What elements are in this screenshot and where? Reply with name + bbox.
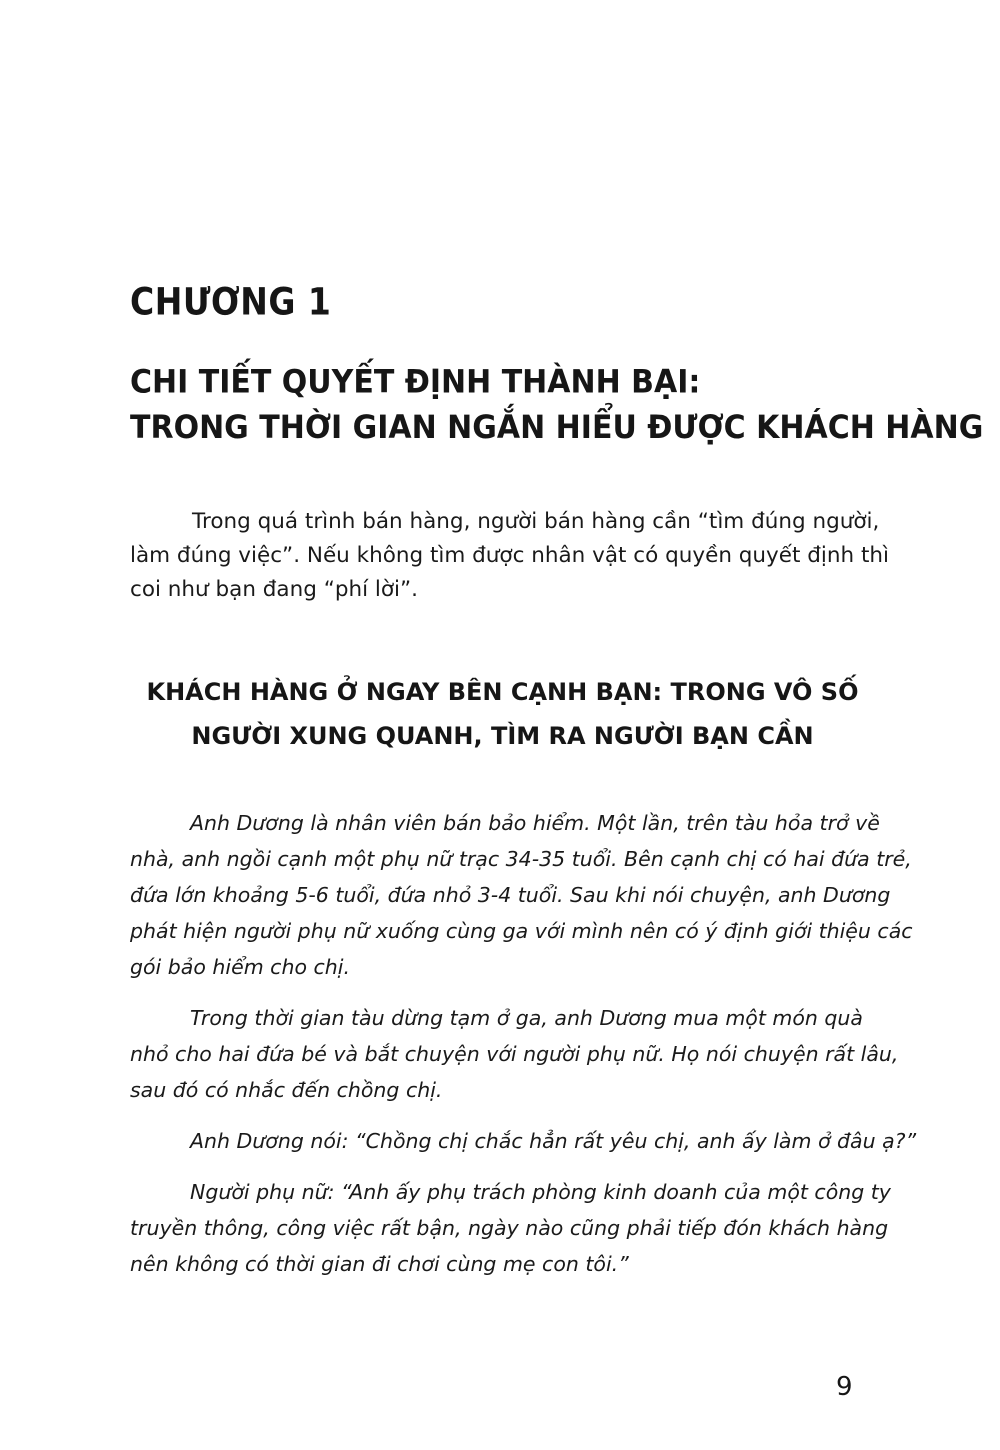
chapter-title-line: TRONG THỜI GIAN NGẮN HIỂU ĐƯỢC KHÁCH HÀNG: [130, 408, 984, 447]
section-heading: [130, 670, 875, 758]
story-paragraph: [130, 805, 913, 985]
story-paragraph: [130, 1174, 891, 1282]
story-paragraph: [130, 1123, 917, 1159]
chapter-title-line: CHI TIẾT QUYẾT ĐỊNH THÀNH BẠI:: [130, 363, 701, 402]
story-line: Anh Dương là nhân viên bán bảo hiểm. Một lần, trên tàu hỏa trở về: [190, 811, 880, 835]
story-line: Người phụ nữ: “Anh ấy phụ trách phòng kinh doanh của một công ty: [190, 1180, 891, 1204]
intro-line: coi như bạn đang “phí lời”.: [130, 577, 419, 602]
story-line: nhỏ cho hai đứa bé và bắt chuyện với người phụ nữ. Họ nói chuyện rất lâu,: [130, 1042, 899, 1066]
story-line: sau đó có nhắc đến chồng chị.: [130, 1078, 443, 1102]
intro-line: làm đúng việc”. Nếu không tìm được nhân vật có quyền quyết định thì: [130, 543, 890, 568]
story-text: [130, 805, 917, 1297]
story-line: Anh Dương nói: “Chồng chị chắc hẳn rất yêu chị, anh ấy làm ở đâu ạ?”: [190, 1129, 917, 1153]
story-line: Trong thời gian tàu dừng tạm ở ga, anh Dương mua một món quà: [190, 1006, 863, 1030]
story-line: truyền thông, công việc rất bận, ngày nào cũng phải tiếp đón khách hàng: [130, 1216, 889, 1240]
story-line: phát hiện người phụ nữ xuống cùng ga với mình nên có ý định giới thiệu các: [130, 919, 913, 943]
story-line: nhà, anh ngồi cạnh một phụ nữ trạc 34-35 tuổi. Bên cạnh chị có hai đứa trẻ,: [130, 847, 912, 871]
intro-line: Trong quá trình bán hàng, người bán hàng cần “tìm đúng người,: [192, 509, 880, 534]
story-line: nên không có thời gian đi chơi cùng mẹ con tôi.”: [130, 1252, 629, 1276]
chapter-intro: [130, 505, 890, 607]
story-line: đứa lớn khoảng 5-6 tuổi, đứa nhỏ 3-4 tuổi. Sau khi nói chuyện, anh Dương: [130, 883, 891, 907]
story-line: gói bảo hiểm cho chị.: [130, 955, 350, 979]
page-number: 9: [836, 1372, 853, 1402]
section-heading-line: NGƯỜI XUNG QUANH, TÌM RA NGƯỜI BẠN CẦN: [191, 722, 814, 750]
chapter-label: CHƯƠNG 1: [130, 280, 332, 324]
story-paragraph: [130, 1000, 899, 1108]
chapter-title: [130, 360, 984, 451]
section-heading-line: KHÁCH HÀNG Ở NGAY BÊN CẠNH BẠN: TRONG VÔ SỐ: [146, 678, 859, 706]
